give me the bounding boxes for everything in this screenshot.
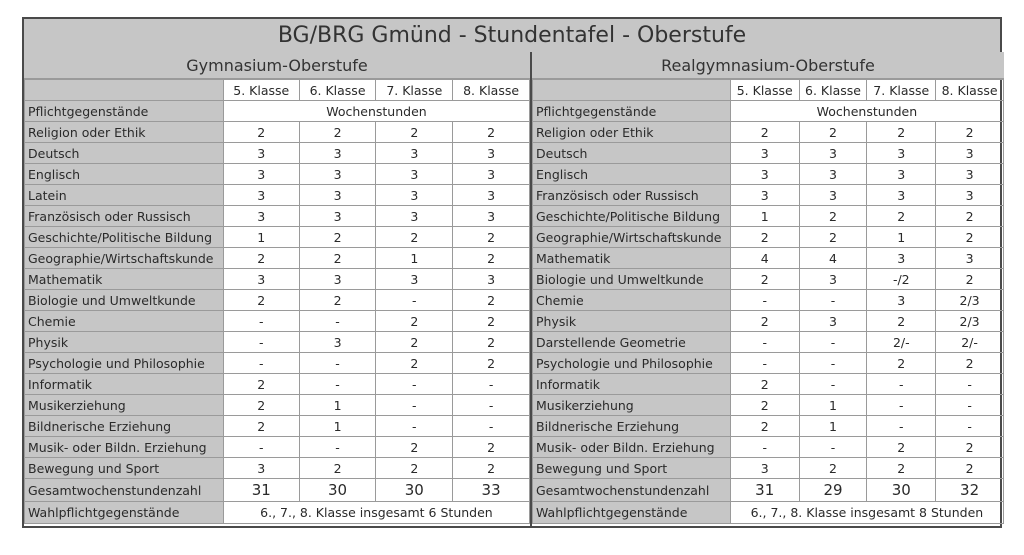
gymnasium-section [24,52,530,528]
table-row [25,269,530,290]
hours-cell: 2 [799,122,867,143]
hours-cell: 3 [799,185,867,206]
hours-cell: 3 [936,164,1004,185]
schedule-table [24,79,530,524]
subject-cell: Informatik [533,374,731,395]
hours-cell: 1 [799,395,867,416]
subject-cell: Geschichte/Politische Bildung [25,227,224,248]
stundentafel [22,17,1002,528]
class-header-cell: 7. Klasse [376,80,453,101]
hours-cell: 2 [376,353,453,374]
table-row [25,227,530,248]
wochenstunden-label: Wochenstunden [223,101,529,122]
hours-cell: 2 [453,437,530,458]
table-row [25,416,530,437]
hours-cell: 2 [867,122,936,143]
pflicht-label: Pflichtgegenstände [25,101,224,122]
hours-cell: 3 [376,269,453,290]
hours-cell: 3 [453,269,530,290]
table-row [25,290,530,311]
total-cell: 32 [936,479,1004,502]
header-blank-cell [533,80,731,101]
total-cell: 29 [799,479,867,502]
subject-cell: Musik- oder Bildn. Erziehung [533,437,731,458]
table-row [25,437,530,458]
hours-cell: - [453,374,530,395]
hours-cell: 3 [799,269,867,290]
hours-cell: 3 [376,206,453,227]
wahlpflicht-row [25,502,530,524]
hours-cell: 2 [223,290,299,311]
wahlpflicht-label: Wahlpflichtgegenstände [533,502,731,524]
wahlpflicht-row [533,502,1004,524]
hours-cell: - [299,311,376,332]
hours-cell: 2 [936,122,1004,143]
hours-cell: - [376,416,453,437]
hours-cell: 2 [376,332,453,353]
hours-cell: 3 [299,143,376,164]
hours-cell: 2 [799,206,867,227]
hours-cell: 2 [223,374,299,395]
hours-cell: 2 [936,269,1004,290]
hours-cell: - [376,374,453,395]
hours-cell: 2/- [867,332,936,353]
table-row [533,185,1004,206]
hours-cell: 2 [799,227,867,248]
class-header-cell: 5. Klasse [223,80,299,101]
hours-cell: 2 [299,227,376,248]
hours-cell: 3 [936,143,1004,164]
class-header-cell: 6. Klasse [799,80,867,101]
hours-cell: 2 [223,395,299,416]
realgymnasium-section [530,52,1004,528]
subject-cell: Französisch oder Russisch [533,185,731,206]
hours-cell: 2 [730,122,799,143]
table-row [25,206,530,227]
hours-cell: 2 [799,458,867,479]
hours-cell: 1 [730,206,799,227]
hours-cell: 3 [223,269,299,290]
hours-cell: 3 [453,143,530,164]
hours-cell: - [223,311,299,332]
table-row [533,437,1004,458]
hours-cell: 2 [867,311,936,332]
subject-cell: Biologie und Umweltkunde [25,290,224,311]
table-row [533,143,1004,164]
class-header-cell: 6. Klasse [299,80,376,101]
hours-cell: 3 [299,206,376,227]
subject-cell: Religion oder Ethik [533,122,731,143]
hours-cell: 2 [730,269,799,290]
hours-cell: 4 [730,248,799,269]
hours-cell: 1 [299,416,376,437]
hours-cell: 2 [453,290,530,311]
total-cell: 33 [453,479,530,502]
hours-cell: 3 [730,143,799,164]
hours-cell: - [936,395,1004,416]
total-row [25,479,530,502]
hours-cell: 2 [936,206,1004,227]
subject-cell: Geschichte/Politische Bildung [533,206,731,227]
subject-cell: Bewegung und Sport [533,458,731,479]
subject-cell: Psychologie und Philosophie [25,353,224,374]
hours-cell: 3 [223,185,299,206]
section-heading: Realgymnasium-Oberstufe [532,52,1004,79]
table-row [533,122,1004,143]
hours-cell: - [799,353,867,374]
subject-cell: Deutsch [533,143,731,164]
hours-cell: 3 [799,164,867,185]
hours-cell: - [730,290,799,311]
subject-cell: Mathematik [533,248,731,269]
table-row [533,416,1004,437]
hours-cell: 2 [299,122,376,143]
hours-cell: 3 [376,164,453,185]
wahlpflicht-text: 6., 7., 8. Klasse insgesamt 6 Stunden [223,502,529,524]
hours-cell: 3 [799,143,867,164]
hours-cell: 4 [799,248,867,269]
hours-cell: 3 [299,332,376,353]
hours-cell: 3 [376,143,453,164]
table-row [533,290,1004,311]
hours-cell: 3 [730,185,799,206]
hours-cell: 3 [867,164,936,185]
hours-cell: 2 [376,227,453,248]
hours-cell: 2/3 [936,290,1004,311]
class-header-row [533,80,1004,101]
hours-cell: 1 [867,227,936,248]
hours-cell: 3 [799,311,867,332]
hours-cell: - [299,353,376,374]
hours-cell: 2 [299,290,376,311]
hours-cell: 2/3 [936,311,1004,332]
hours-cell: - [453,416,530,437]
wahlpflicht-text: 6., 7., 8. Klasse insgesamt 8 Stunden [730,502,1003,524]
hours-cell: 2 [453,122,530,143]
hours-cell: 1 [376,248,453,269]
pflicht-row [25,101,530,122]
hours-cell: - [799,374,867,395]
hours-cell: 2 [730,416,799,437]
hours-cell: 3 [730,164,799,185]
subject-cell: Religion oder Ethik [25,122,224,143]
hours-cell: - [799,290,867,311]
hours-cell: - [936,416,1004,437]
subject-cell: Englisch [533,164,731,185]
table-row [533,227,1004,248]
subject-cell: Bildnerische Erziehung [25,416,224,437]
hours-cell: 3 [867,185,936,206]
hours-cell: - [223,332,299,353]
hours-cell: 2 [936,458,1004,479]
subject-cell: Chemie [533,290,731,311]
subject-cell: Französisch oder Russisch [25,206,224,227]
total-cell: 30 [867,479,936,502]
hours-cell: 2 [936,353,1004,374]
hours-cell: 3 [223,458,299,479]
total-label: Gesamtwochenstundenzahl [25,479,224,502]
hours-cell: 2 [223,122,299,143]
table-row [25,374,530,395]
subject-cell: Physik [533,311,731,332]
total-row [533,479,1004,502]
pflicht-row [533,101,1004,122]
table-row [533,332,1004,353]
hours-cell: 3 [453,206,530,227]
table-row [25,311,530,332]
subject-cell: Psychologie und Philosophie [533,353,731,374]
total-label: Gesamtwochenstundenzahl [533,479,731,502]
hours-cell: 3 [223,206,299,227]
table-row [25,122,530,143]
hours-cell: 2 [730,311,799,332]
subject-cell: Bewegung und Sport [25,458,224,479]
total-cell: 31 [223,479,299,502]
subject-cell: Physik [25,332,224,353]
hours-cell: - [867,374,936,395]
hours-cell: 2 [730,395,799,416]
subject-cell: Biologie und Umweltkunde [533,269,731,290]
hours-cell: 3 [223,143,299,164]
table-row [25,332,530,353]
hours-cell: 2 [867,353,936,374]
table-row [25,353,530,374]
header-blank-cell [25,80,224,101]
table-row [25,185,530,206]
table-row [533,311,1004,332]
hours-cell: 2 [299,248,376,269]
hours-cell: 2 [867,206,936,227]
hours-cell: - [799,332,867,353]
hours-cell: - [223,353,299,374]
wochenstunden-label: Wochenstunden [730,101,1003,122]
hours-cell: 2 [376,311,453,332]
hours-cell: 2 [867,437,936,458]
hours-cell: 3 [223,164,299,185]
total-cell: 30 [299,479,376,502]
table-row [533,374,1004,395]
table-row [533,248,1004,269]
hours-cell: 3 [299,269,376,290]
hours-cell: 1 [223,227,299,248]
hours-cell: 2 [936,437,1004,458]
hours-cell: 2 [223,248,299,269]
subject-cell: Musikerziehung [25,395,224,416]
hours-cell: 3 [936,185,1004,206]
table-row [533,353,1004,374]
subject-cell: Geographie/Wirtschaftskunde [533,227,731,248]
table-row [533,206,1004,227]
subject-cell: Englisch [25,164,224,185]
subject-cell: Latein [25,185,224,206]
hours-cell: 2 [453,311,530,332]
subject-cell: Deutsch [25,143,224,164]
hours-cell: 2 [376,437,453,458]
schedule-table [532,79,1004,524]
section-heading: Gymnasium-Oberstufe [24,52,530,79]
subject-cell: Bildnerische Erziehung [533,416,731,437]
hours-cell: - [867,416,936,437]
hours-cell: 2/- [936,332,1004,353]
subject-cell: Darstellende Geometrie [533,332,731,353]
hours-cell: - [936,374,1004,395]
hours-cell: - [453,395,530,416]
hours-cell: 3 [936,248,1004,269]
hours-cell: 3 [299,164,376,185]
hours-cell: 2 [453,248,530,269]
subject-cell: Geographie/Wirtschaftskunde [25,248,224,269]
hours-cell: 2 [867,458,936,479]
hours-cell: - [299,374,376,395]
hours-cell: 2 [936,227,1004,248]
total-cell: 30 [376,479,453,502]
table-row [533,164,1004,185]
subject-cell: Musik- oder Bildn. Erziehung [25,437,224,458]
pflicht-label: Pflichtgegenstände [533,101,731,122]
hours-cell: 3 [730,458,799,479]
table-row [25,164,530,185]
table-row [25,143,530,164]
subject-cell: Chemie [25,311,224,332]
class-header-cell: 8. Klasse [453,80,530,101]
class-header-cell: 7. Klasse [867,80,936,101]
hours-cell: 1 [299,395,376,416]
hours-cell: 2 [453,227,530,248]
hours-cell: 2 [453,458,530,479]
total-cell: 31 [730,479,799,502]
table-row [25,458,530,479]
table-row [533,458,1004,479]
wahlpflicht-label: Wahlpflichtgegenstände [25,502,224,524]
hours-cell: 2 [453,353,530,374]
hours-cell: - [223,437,299,458]
hours-cell: 2 [453,332,530,353]
hours-cell: - [730,332,799,353]
hours-cell: 2 [730,227,799,248]
hours-cell: - [376,290,453,311]
hours-cell: - [730,437,799,458]
page-title: BG/BRG Gmünd - Stundentafel - Oberstufe [24,19,1000,53]
hours-cell: - [730,353,799,374]
hours-cell: 1 [799,416,867,437]
table-row [533,395,1004,416]
table-row [25,248,530,269]
class-header-cell: 8. Klasse [936,80,1004,101]
hours-cell: - [299,437,376,458]
hours-cell: 3 [867,143,936,164]
class-header-row [25,80,530,101]
table-row [25,395,530,416]
hours-cell: 3 [453,164,530,185]
hours-cell: - [867,395,936,416]
hours-cell: 3 [867,248,936,269]
hours-cell: -/2 [867,269,936,290]
subject-cell: Musikerziehung [533,395,731,416]
hours-cell: - [799,437,867,458]
hours-cell: 3 [867,290,936,311]
hours-cell: - [376,395,453,416]
subject-cell: Informatik [25,374,224,395]
hours-cell: 3 [376,185,453,206]
hours-cell: 2 [376,122,453,143]
hours-cell: 2 [730,374,799,395]
class-header-cell: 5. Klasse [730,80,799,101]
hours-cell: 2 [299,458,376,479]
subject-cell: Mathematik [25,269,224,290]
hours-cell: 3 [299,185,376,206]
table-row [533,269,1004,290]
hours-cell: 2 [376,458,453,479]
hours-cell: 2 [223,416,299,437]
hours-cell: 3 [453,185,530,206]
